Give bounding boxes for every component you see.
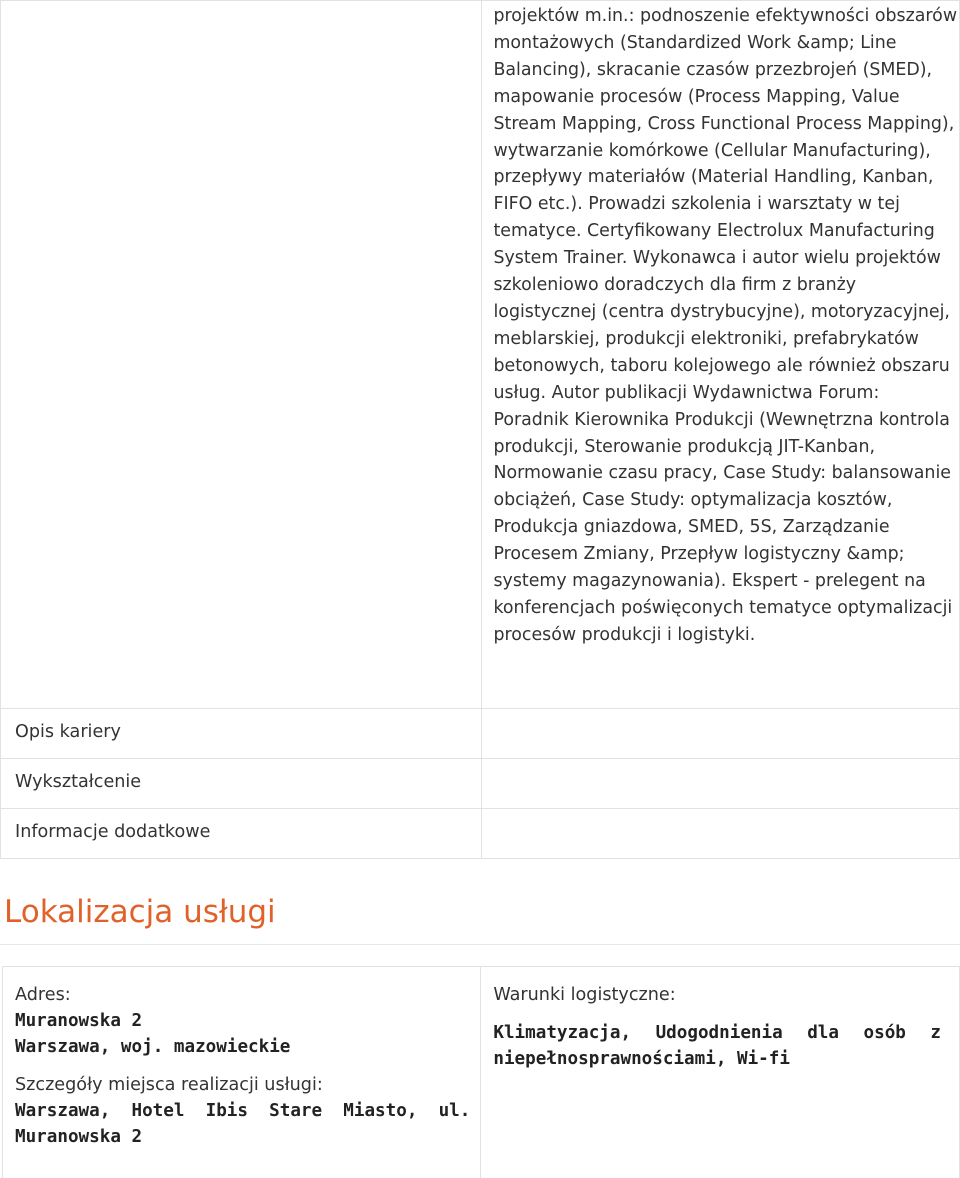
address-cell <box>3 967 481 1178</box>
table-row <box>1 709 960 759</box>
trainer-bio-cell <box>482 1 960 709</box>
address-line-street: Muranowska 2 <box>15 1011 143 1031</box>
additional-info-value <box>482 809 960 859</box>
address-label: Adres: <box>15 985 71 1005</box>
location-table <box>2 966 960 1178</box>
table-row <box>1 759 960 809</box>
trainer-bio-left-cell <box>1 1 482 709</box>
education-value <box>482 759 960 809</box>
section-divider <box>0 944 960 945</box>
career-label: Opis kariery <box>1 709 482 759</box>
trainer-bio-text: projektów m.in.: podnoszenie efektywności obszarów montażowych (Standardized Work &amp; Line Balancing), skracanie czasów przezbrojeń (SMED), mapowanie procesów (Process Mapping, Value Stream Mapping, Cross Functional Process Mapping), wytwarzanie komórkowe (Cellular Manufacturing), przepływy materiałów (Material Handling, Kanban, FIFO etc.). Prowadzi szkolenia i warsztaty w tej tematyce. Certyfikowany Electrolux Manufacturing System Trainer. Wykonawca i autor wielu projektów szkoleniowo doradczych dla firm z branży logistycznej (centra dystrybucyjne), motoryzacyjnej, meblarskiej, produkcji elektroniki, prefabrykatów betonowych, taboru kolejowego ale również obszaru usług. Autor publikacji Wydawnictwa Forum: Poradnik Kierownika Produkcji (Wewnętrzna kontrola produkcji, Sterowanie produkcją JIT-Kanban, Normowanie czasu pracy, Case Study: balansowanie obciążeń, Case Study: optymalizacja kosztów, Produkcja gniazdowa, SMED, 5S, Zarządzanie Procesem Zmiany, Przepływ logistyczny &amp; systemy magazynowania). Ekspert - prelegent na konferencjach poświęconych tematyce optymalizacji procesów produkcji i logistyki. <box>493 6 958 645</box>
venue-details-label: Szczegóły miejsca realizacji usługi: <box>15 1075 323 1095</box>
location-section-title: Lokalizacja usługi <box>4 894 276 930</box>
logistics-cell <box>481 967 960 1178</box>
logistics-label: Warunki logistyczne: <box>493 985 676 1005</box>
location-row <box>3 967 960 1178</box>
education-label: Wykształcenie <box>1 759 482 809</box>
career-value <box>482 709 960 759</box>
address-line-city: Warszawa, woj. mazowieckie <box>15 1037 291 1057</box>
additional-info-label: Informacje dodatkowe <box>1 809 482 859</box>
table-row <box>1 809 960 859</box>
venue-details-value: Warszawa, Hotel Ibis Stare Miasto, ul. Muranowska 2 <box>15 1101 471 1147</box>
trainer-bio-row <box>1 1 960 709</box>
logistics-value: Klimatyzacja, Udogodnienia dla osób z niepełnosprawnościami, Wi-fi <box>493 1023 941 1069</box>
